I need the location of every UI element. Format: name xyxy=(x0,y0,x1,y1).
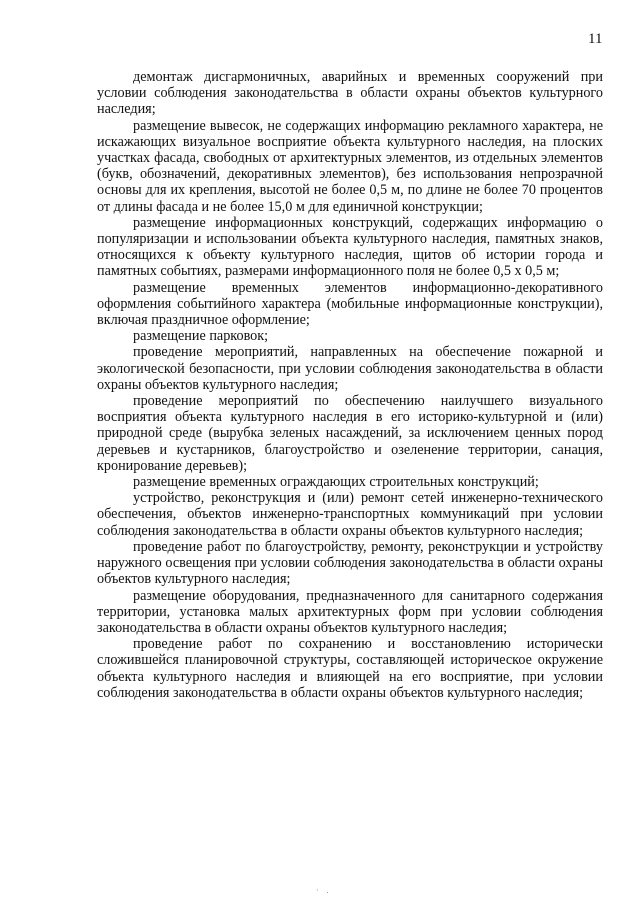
paragraph-engineering-networks: устройство, реконструкция и (или) ремонт сетей инженерно-технического обеспечения, объектов инженерно-транспортных коммуникаций при условии соблюдения законодательства в области охраны объектов культурного наследия; xyxy=(97,490,603,539)
paragraph-temporary-fencing: размещение временных ограждающих строительных конструкций; xyxy=(133,474,539,491)
paragraph-info-structures: размещение информационных конструкций, содержащих информацию о популяризации и использовании объекта культурного наследия, памятных знаков, относящихся к объекту культурного наследия, щитов об истории города и памятных событиях, размерами информационного поля не более 0,5 х 0,5 м; xyxy=(97,214,603,280)
paragraph-planning-structure: проведение работ по сохранению и восстановлению исторически сложившейся планировочной структуры, составляющей историческое окружение объекта культурного наследия и влияющей на его восприятие, при условии соблюдения законодательства в области охраны объектов культурного наследия; xyxy=(97,636,603,701)
paragraph-sanitary-equipment: размещение оборудования, предназначенного для санитарного содержания территории, установка малых архитектурных форм при условии соблюдения законодательства в области охраны объектов культурного наследия; xyxy=(97,587,603,636)
page-number: 11 xyxy=(588,31,603,47)
paragraph-fire-safety: проведение мероприятий, направленных на обеспечение пожарной и экологической безопасности, при условии соблюдения законодательства в области охраны объектов культурного наследия; xyxy=(97,344,603,393)
document-body xyxy=(97,69,603,701)
scan-artifact-dots: ·. xyxy=(316,886,337,895)
paragraph-temporary-decor: размещение временных элементов информационно-декоративного оформления событийного характера (мобильные информационные конструкции), включая праздничное оформление; xyxy=(97,279,603,329)
paragraph-lighting: проведение работ по благоустройству, ремонту, реконструкции и устройству наружного освещения при условии соблюдения законодательства в области охраны объектов культурного наследия; xyxy=(97,538,603,588)
paragraph-demolition: демонтаж дисгармоничных, аварийных и временных сооружений при условии соблюдения законодательства в области охраны объектов культурного наследия; xyxy=(97,69,603,118)
paragraph-visual-perception: проведение мероприятий по обеспечению наилучшего визуального восприятия объекта культурного наследия в его историко-культурной и (или) природной среде (вырубка зеленых насаждений, за исключением ценных пород деревьев и кустарников, благоустройство и озеленение территории, санация, кронирование деревьев); xyxy=(97,393,603,474)
paragraph-parking: размещение парковок; xyxy=(133,328,269,345)
paragraph-signboards: размещение вывесок, не содержащих информацию рекламного характера, не искажающих визуальное восприятие объекта культурного наследия, на плоских участках фасада, свободных от архитектурных элементов, из отдельных элементов (букв, обозначений, декоративных элементов), без использования непрозрачной основы для их крепления, высотой не более 0,5 м, по длине не более 70 процентов от длины фасада и не более 15,0 м для единичной конструкции; xyxy=(97,117,603,215)
